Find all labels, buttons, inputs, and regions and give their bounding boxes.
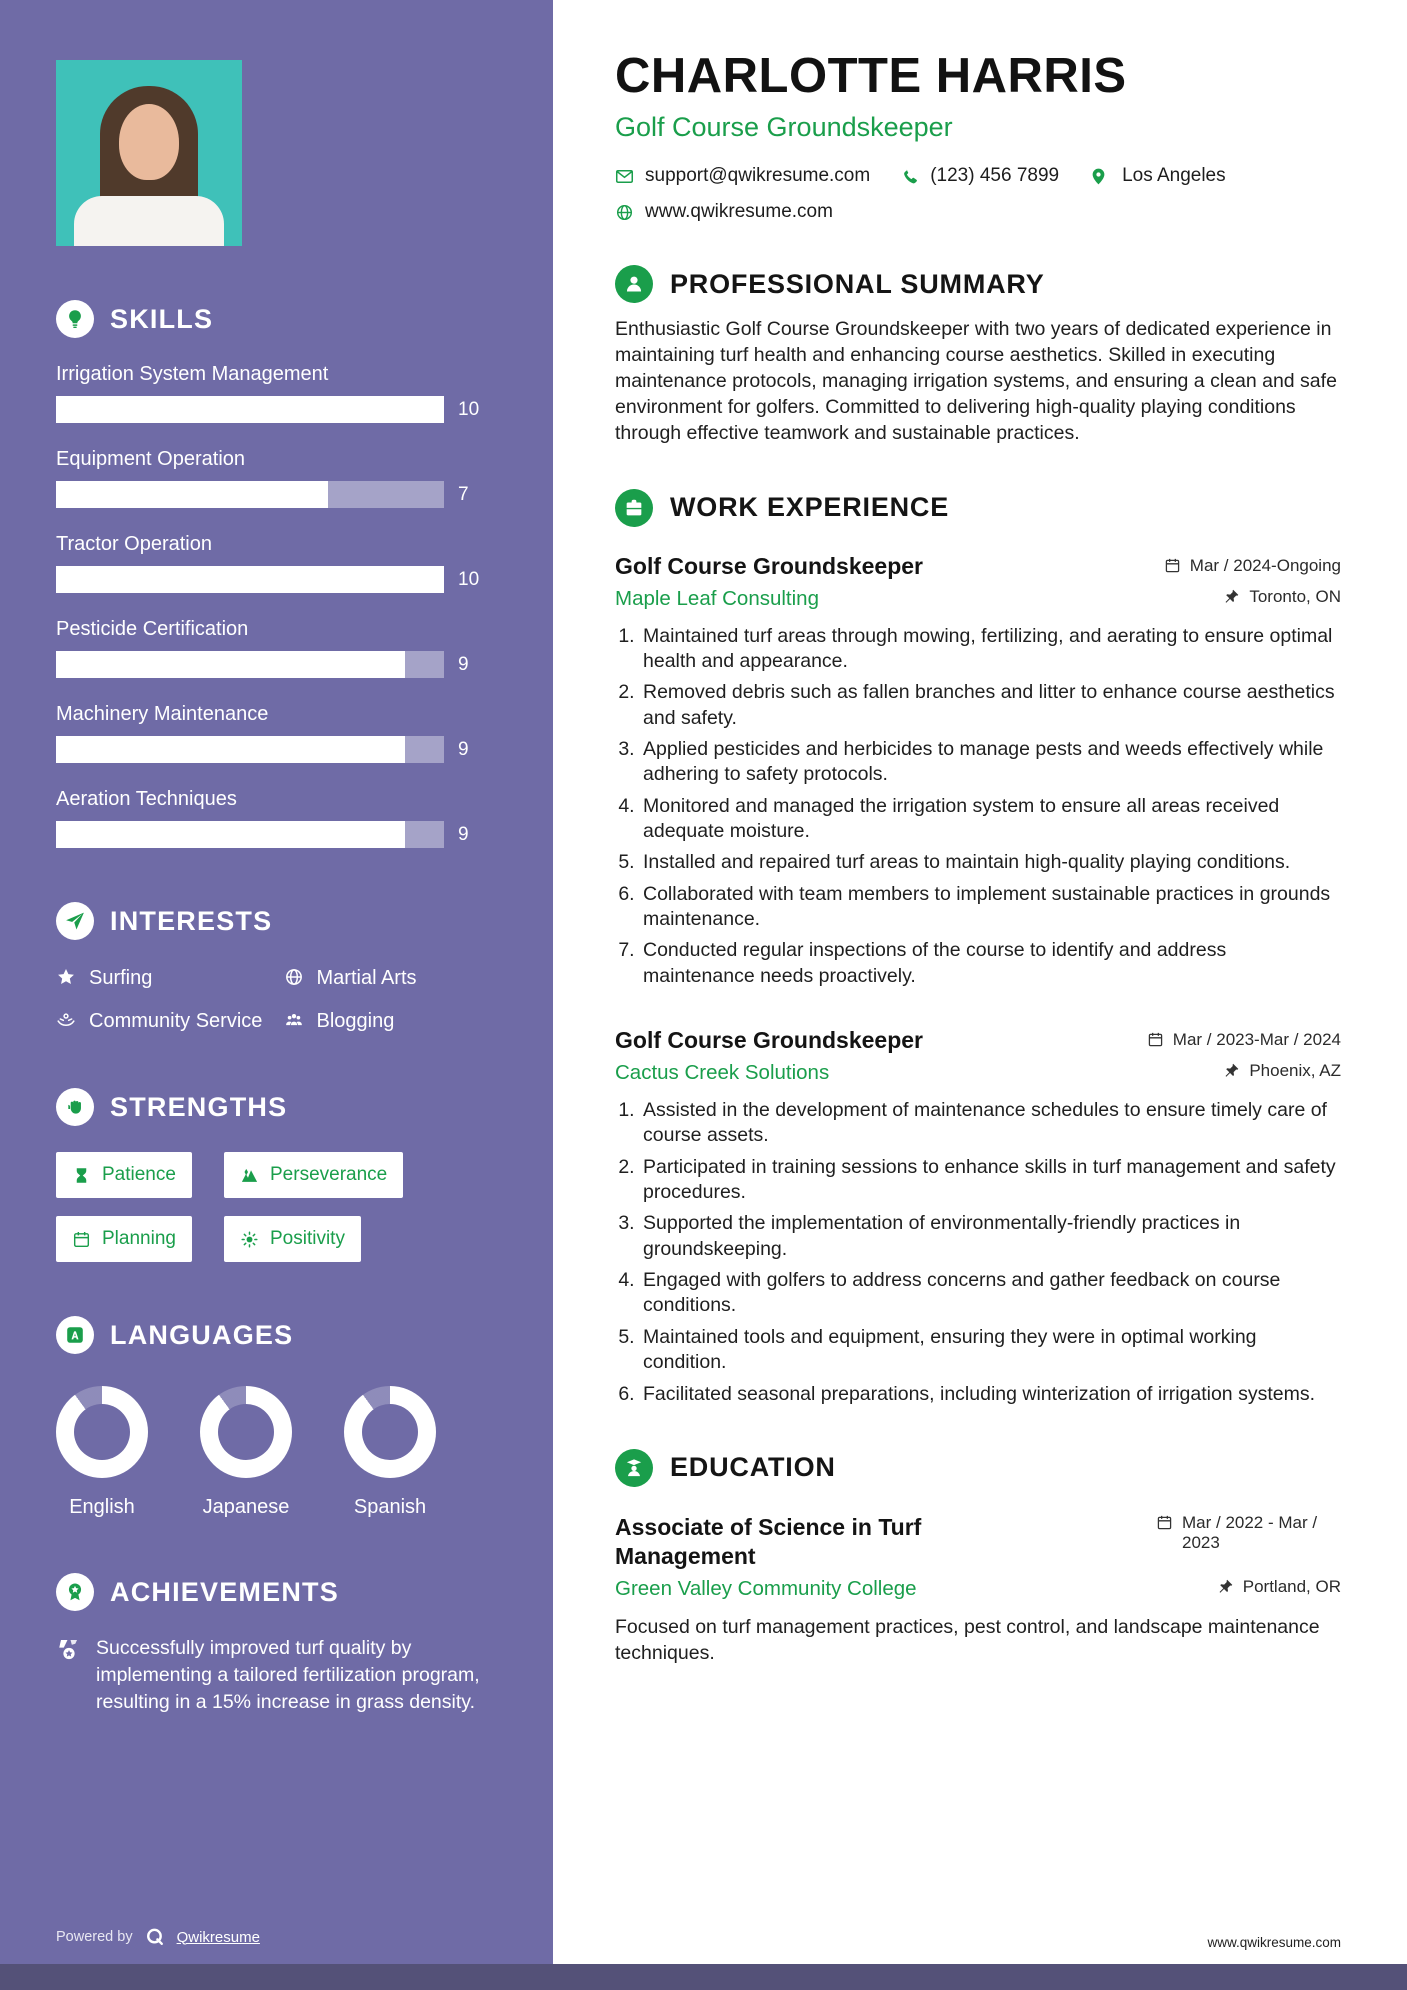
star-rosette-icon [64, 1581, 86, 1603]
job-role: Golf Course Groundskeeper [615, 552, 924, 579]
skill-item [56, 363, 497, 423]
skill-label: Pesticide Certification [56, 618, 249, 640]
avatar-shirt [74, 196, 224, 246]
avatar-face [119, 104, 179, 180]
job-bullet: 5. Installed and repaired turf areas to maintain high-quality playing conditions. [640, 850, 1341, 875]
job-bullets [615, 624, 1341, 989]
job-entry [615, 553, 1341, 989]
strengths-title: STRENGTHS [110, 1091, 288, 1122]
education-location [1217, 1577, 1341, 1597]
strength-item [56, 1152, 192, 1198]
job-location-text: Phoenix, AZ [1249, 1061, 1341, 1081]
skill-bar [56, 566, 444, 593]
skill-bar [56, 821, 444, 848]
interests-list [56, 966, 497, 1034]
strength-item [224, 1152, 403, 1198]
skill-label: Tractor Operation [56, 533, 212, 555]
language-item [344, 1386, 436, 1519]
skill-value: 10 [458, 568, 480, 590]
footer-website: www.qwikresume.com [1207, 1935, 1341, 1950]
languages-heading [56, 1316, 497, 1354]
calendar-icon [1156, 1514, 1173, 1531]
skill-value: 10 [458, 398, 480, 420]
interests-heading [56, 902, 497, 940]
experience-heading [615, 489, 1341, 527]
skills-list [56, 363, 497, 848]
job-company: Cactus Creek Solutions [615, 1061, 830, 1085]
experience-badge [615, 489, 653, 527]
education-section [615, 1449, 1341, 1667]
fist-icon [64, 1096, 86, 1118]
languages-list [56, 1386, 497, 1519]
job-bullet: 5. Maintained tools and equipment, ensuring they were in optimal working condition. [640, 1325, 1341, 1376]
contact-row [615, 165, 1341, 187]
achievements-badge [56, 1573, 94, 1611]
summary-section [615, 265, 1341, 447]
skill-value: 9 [458, 653, 469, 675]
job-dates [1164, 556, 1341, 576]
translate-icon [64, 1324, 86, 1346]
job-sub [615, 1061, 1341, 1085]
language-donut [200, 1386, 292, 1478]
medal-icon [56, 1637, 82, 1663]
skill-bar-fill [56, 651, 405, 678]
interest-item [284, 966, 498, 991]
education-location-text: Portland, OR [1242, 1577, 1341, 1597]
bottom-strip [0, 1964, 1407, 1990]
language-label: Spanish [353, 1496, 427, 1518]
job-bullets [615, 1098, 1341, 1407]
star-icon [56, 967, 76, 987]
language-label: Japanese [202, 1496, 290, 1518]
sun-icon [240, 1230, 259, 1249]
education-badge [615, 1449, 653, 1487]
pushpin-icon [1217, 1578, 1234, 1595]
interests-badge [56, 902, 94, 940]
people-icon [284, 1010, 304, 1030]
strengths-badge [56, 1088, 94, 1126]
person-icon [623, 273, 645, 295]
strength-label: Patience [102, 1164, 176, 1185]
achievements-title: ACHIEVEMENTS [110, 1576, 339, 1607]
skill-bar [56, 651, 444, 678]
calendar-icon [1147, 1031, 1164, 1048]
sidebar [0, 0, 553, 1990]
candidate-title: Golf Course Groundskeeper [615, 112, 953, 142]
interests-title: INTERESTS [110, 905, 273, 936]
skill-item [56, 788, 497, 848]
skill-bar [56, 396, 444, 423]
job-entry [615, 1027, 1341, 1407]
job-bullet: 4. Engaged with golfers to address concerns and gather feedback on course conditions. [640, 1268, 1341, 1319]
job-bullet: 1. Assisted in the development of maintenance schedules to ensure timely care of course assets. [640, 1098, 1341, 1149]
achievements-section [56, 1573, 497, 1716]
contact-phone [900, 165, 1059, 187]
job-bullet: 2. Removed debris such as fallen branches and litter to enhance course aesthetics and safety. [640, 680, 1341, 731]
skill-bar-fill [56, 566, 444, 593]
phone-icon [900, 167, 919, 186]
job-sub [615, 587, 1341, 611]
skill-bar-fill [56, 736, 405, 763]
languages-badge [56, 1316, 94, 1354]
achievement-item [56, 1635, 497, 1716]
strength-label: Planning [102, 1228, 176, 1249]
profile-photo [56, 60, 242, 246]
interest-label: Blogging [316, 1010, 395, 1032]
skills-heading [56, 300, 497, 338]
skill-value: 9 [458, 738, 469, 760]
achievements-heading [56, 1573, 497, 1611]
qwikresume-logo [144, 1926, 166, 1948]
skills-title: SKILLS [110, 303, 214, 334]
skill-value: 7 [458, 483, 469, 505]
education-school: Green Valley Community College [615, 1577, 917, 1601]
language-item [200, 1386, 292, 1519]
pushpin-icon [1223, 588, 1240, 605]
summary-title: PROFESSIONAL SUMMARY [670, 268, 1045, 299]
education-sub [615, 1577, 1341, 1601]
email-text: support@qwikresume.com [645, 165, 871, 186]
strength-label: Positivity [270, 1228, 345, 1249]
language-donut [344, 1386, 436, 1478]
education-title: EDUCATION [670, 1452, 836, 1483]
jobs-list [615, 553, 1341, 1407]
education-degree: Associate of Science in Turf Management [615, 1513, 922, 1569]
interest-item [284, 1009, 498, 1034]
job-location [1223, 587, 1341, 607]
lightbulb-icon [64, 308, 86, 330]
summary-text: Enthusiastic Golf Course Groundskeeper with two years of dedicated experience in maintaining turf health and enhancing course aesthetics. Skilled in executing maintenance protocols, managing irrigation systems, and ensuring a clean and safe environment for golfers. Committed to delivering high-quality playing conditions through effective teamwork and sustainable practices. [615, 318, 1337, 444]
skills-section [56, 300, 497, 848]
strength-item [56, 1216, 192, 1262]
interest-item [56, 966, 270, 991]
language-donut [56, 1386, 148, 1478]
hands-icon [56, 1010, 76, 1030]
strength-label: Perseverance [270, 1164, 388, 1185]
contact-row-website [615, 201, 1341, 223]
globe-icon [284, 967, 304, 987]
skills-badge [56, 300, 94, 338]
website-text: www.qwikresume.com [645, 201, 833, 222]
qwikresume-link[interactable]: Qwikresume [176, 1928, 260, 1946]
powered-by-label: Powered by [56, 1929, 133, 1945]
summary-heading [615, 265, 1341, 303]
skill-bar [56, 481, 444, 508]
skill-label: Aeration Techniques [56, 788, 237, 810]
mountain-icon [240, 1166, 259, 1185]
job-bullet: 1. Maintained turf areas through mowing, fertilizing, and aerating to ensure optimal health and appearance. [640, 624, 1341, 675]
job-bullet: 7. Conducted regular inspections of the course to identify and address maintenance needs proactively. [640, 938, 1341, 989]
languages-section [56, 1316, 497, 1519]
contact-email [615, 165, 870, 187]
contact-location [1089, 165, 1226, 187]
language-item [56, 1386, 148, 1519]
strengths-section [56, 1088, 497, 1262]
skill-item [56, 703, 497, 763]
job-head [615, 553, 1341, 580]
job-role: Golf Course Groundskeeper [615, 1027, 924, 1054]
education-heading [615, 1449, 1341, 1487]
education-dates-text: Mar / 2022 - Mar / 2023 [1182, 1512, 1318, 1552]
job-dates-text: Mar / 2024-Ongoing [1189, 555, 1341, 575]
graduate-icon [623, 1457, 645, 1479]
job-bullet: 6. Facilitated seasonal preparations, including winterization of irrigation systems. [640, 1382, 1341, 1407]
skill-bar-fill [56, 396, 444, 423]
job-bullet: 6. Collaborated with team members to implement sustainable practices in grounds maintenance. [640, 882, 1341, 933]
skill-label: Equipment Operation [56, 448, 246, 470]
skill-bar [56, 736, 444, 763]
education-dates [1156, 1513, 1341, 1571]
candidate-name: CHARLOTTE HARRIS [615, 49, 1127, 103]
job-dates [1147, 1030, 1341, 1050]
calendar-icon [72, 1230, 91, 1249]
skill-label: Irrigation System Management [56, 363, 329, 385]
skill-value: 9 [458, 823, 469, 845]
skill-label: Machinery Maintenance [56, 703, 269, 725]
skill-item [56, 448, 497, 508]
strengths-heading [56, 1088, 497, 1126]
contact-website [615, 201, 833, 223]
job-bullet: 3. Supported the implementation of environmentally-friendly practices in groundskeeping. [640, 1211, 1341, 1262]
interests-section [56, 902, 497, 1034]
skill-item [56, 618, 497, 678]
globe-icon [615, 203, 634, 222]
education-description: Focused on turf management practices, pest control, and landscape maintenance techniques. [615, 1616, 1320, 1665]
map-pin-icon [1089, 167, 1108, 186]
strength-item [224, 1216, 361, 1262]
education-head [615, 1513, 1341, 1571]
job-dates-text: Mar / 2023-Mar / 2024 [1172, 1030, 1341, 1050]
languages-title: LANGUAGES [110, 1319, 294, 1350]
pushpin-icon [1223, 1062, 1240, 1079]
envelope-icon [615, 167, 634, 186]
job-company: Maple Leaf Consulting [615, 586, 819, 610]
interest-label: Surfing [89, 967, 153, 989]
job-head [615, 1027, 1341, 1054]
phone-text: (123) 456 7899 [930, 165, 1060, 186]
language-label: English [69, 1496, 135, 1518]
job-bullet: 4. Monitored and managed the irrigation system to ensure all areas received adequate moisture. [640, 794, 1341, 845]
skill-bar-fill [56, 821, 405, 848]
sidebar-footer [56, 1926, 260, 1948]
briefcase-icon [623, 497, 645, 519]
skill-item [56, 533, 497, 593]
job-bullet: 3. Applied pesticides and herbicides to manage pests and weeds effectively while adhering to safety protocols. [640, 737, 1341, 788]
main-content [553, 0, 1407, 1990]
paper-plane-icon [64, 910, 86, 932]
experience-title: WORK EXPERIENCE [670, 492, 950, 523]
job-location [1223, 1061, 1341, 1081]
interest-label: Martial Arts [316, 967, 417, 989]
skill-bar-fill [56, 481, 328, 508]
experience-section [615, 489, 1341, 1407]
location-text: Los Angeles [1122, 165, 1226, 186]
job-bullet: 2. Participated in training sessions to enhance skills in turf management and safety procedures. [640, 1155, 1341, 1206]
achievement-text: Successfully improved turf quality by implementing a tailored fertilization program, resulting in a 15% increase in grass density. [96, 1637, 480, 1713]
summary-badge [615, 265, 653, 303]
interest-item [56, 1009, 270, 1034]
strengths-list [56, 1152, 497, 1262]
calendar-icon [1164, 557, 1181, 574]
job-location-text: Toronto, ON [1249, 586, 1341, 606]
hourglass-icon [72, 1166, 91, 1185]
interest-label: Community Service [89, 1010, 263, 1032]
